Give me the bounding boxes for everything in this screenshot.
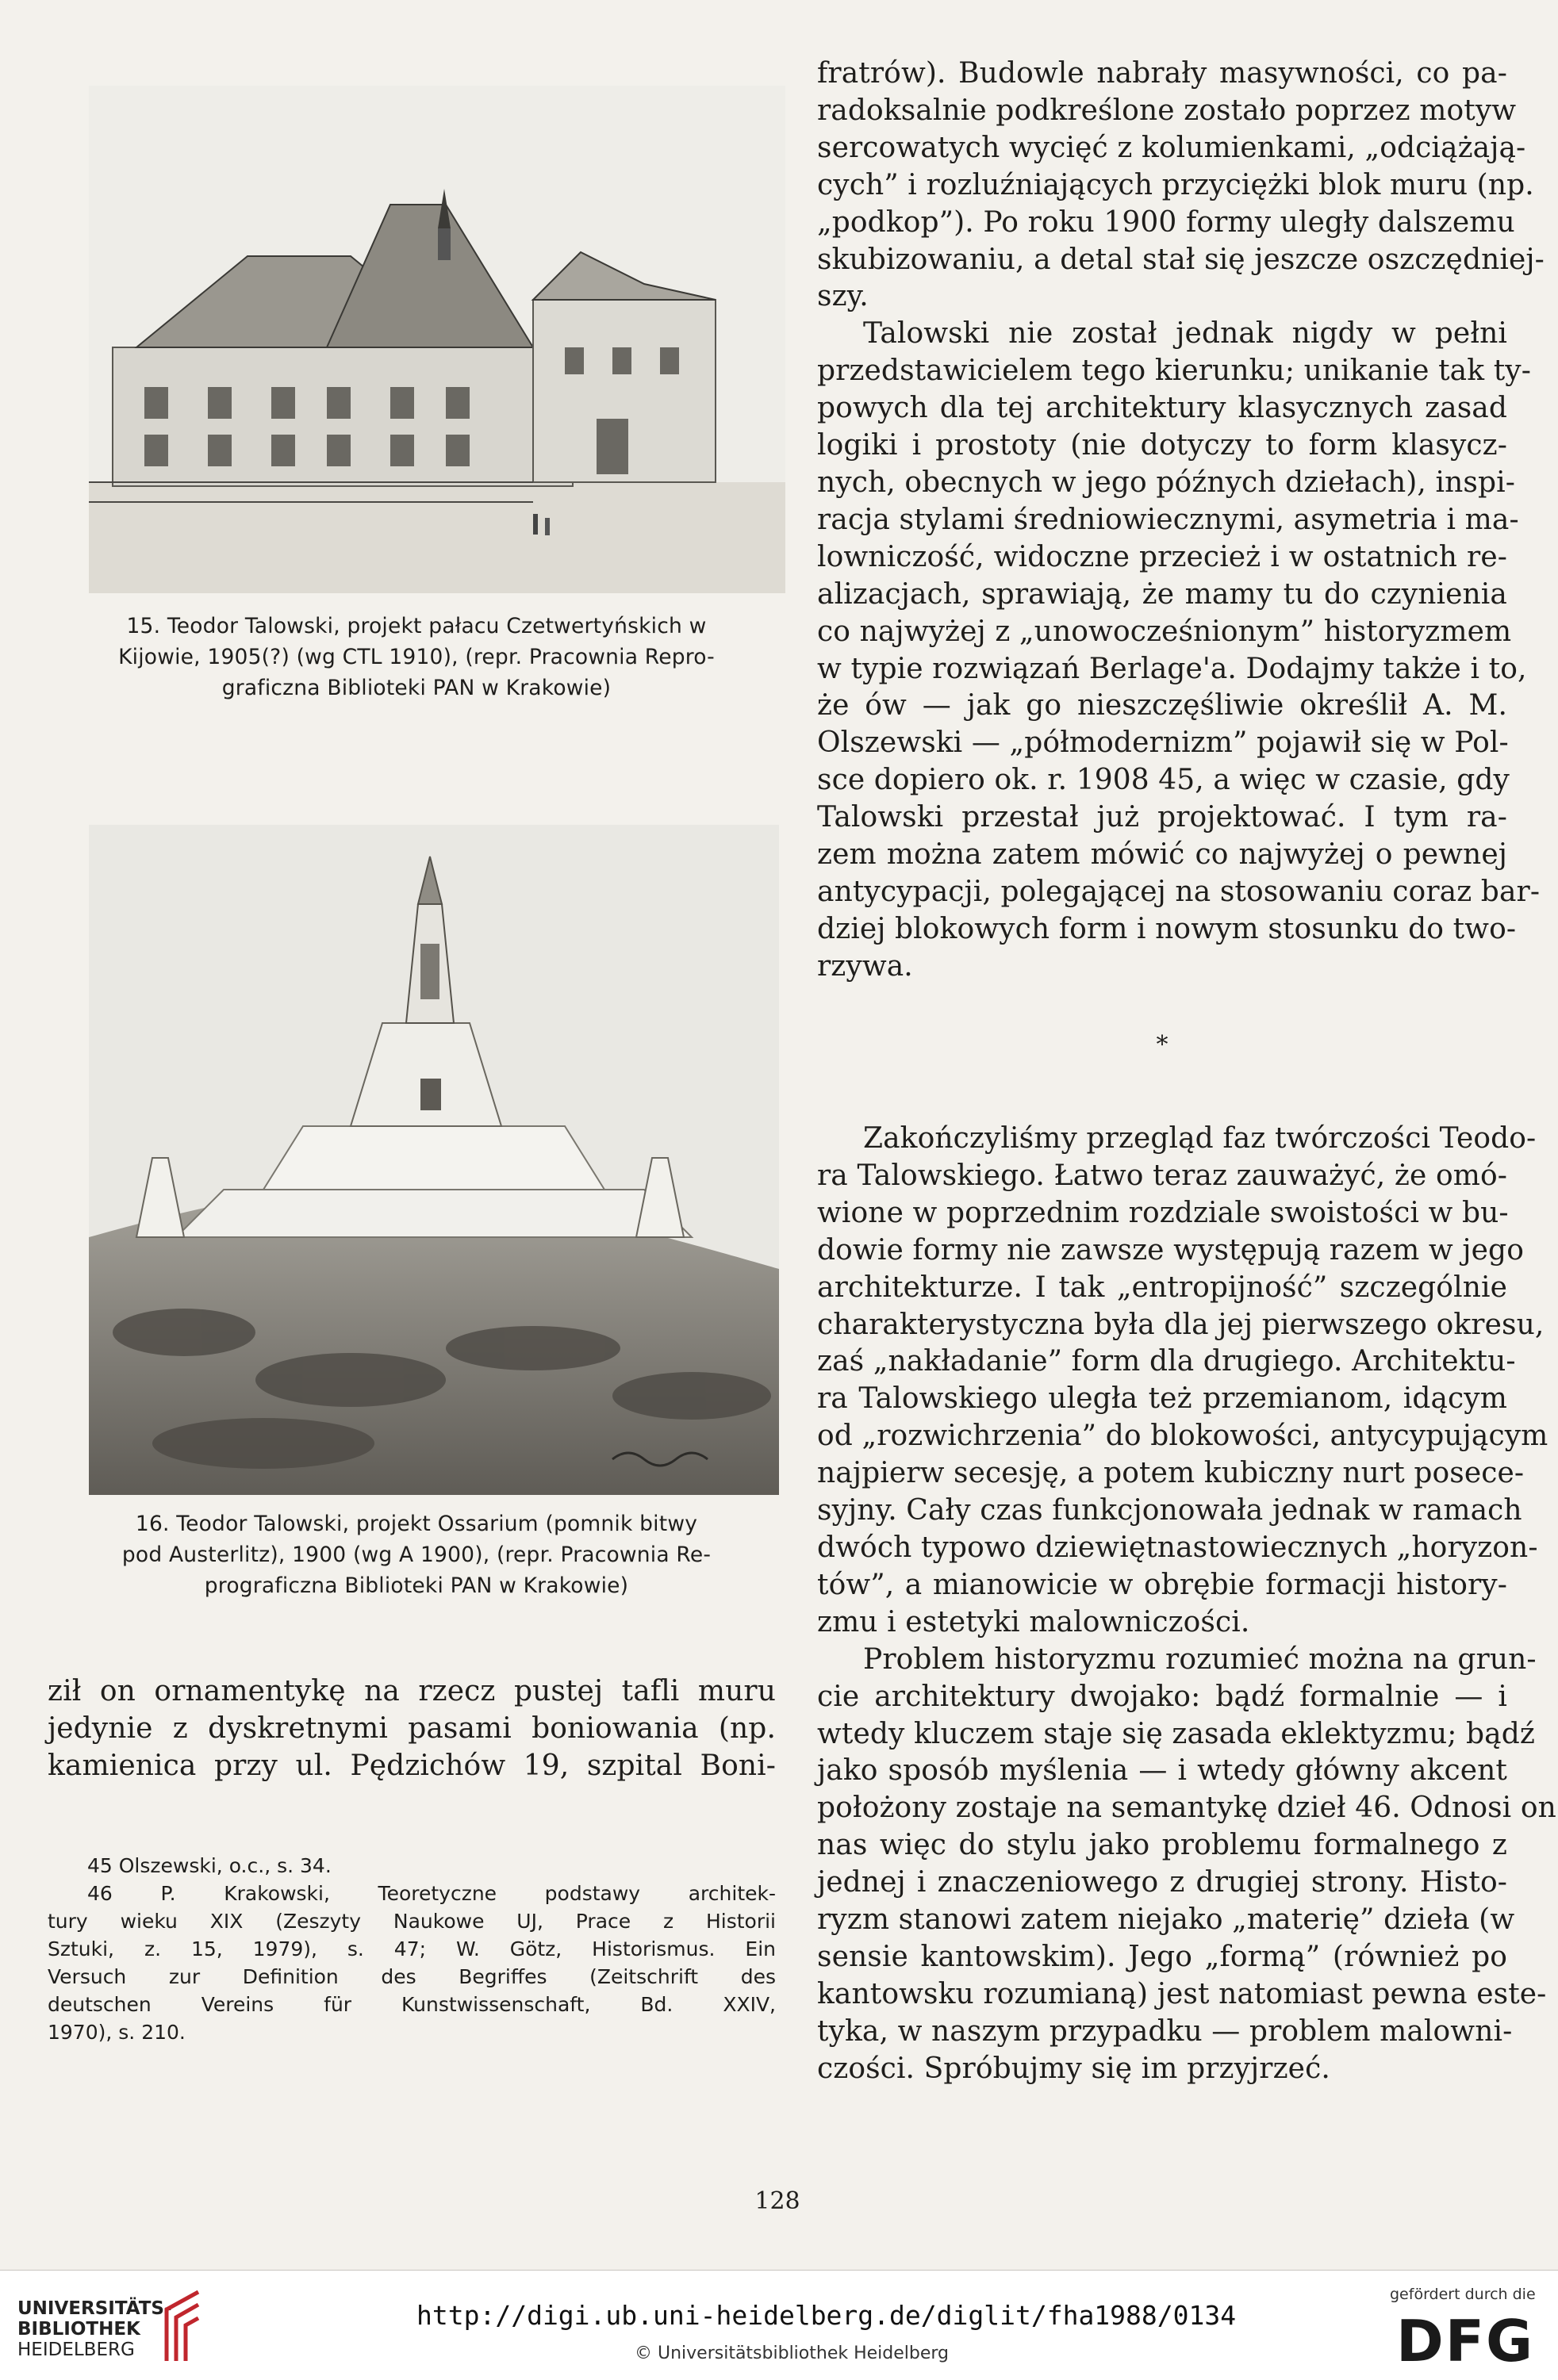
text-line: architekturze. I tak „entropijność” szczególnie xyxy=(817,1270,1507,1304)
text-line: jedynie z dyskretnymi pasami boniowania (np. xyxy=(48,1711,776,1745)
text-line: radoksalnie podkreślone zostało poprzez motyw xyxy=(817,94,1517,127)
text-line: dwóch typowo dziewiętnastowiecznych „horyzon- xyxy=(817,1531,1538,1564)
text-line: szy. xyxy=(817,280,869,313)
footnote-line: 1970), s. 210. xyxy=(48,2021,186,2044)
text-line: że ów — jak go nieszczęśliwie określił A. M. xyxy=(817,689,1507,722)
text-line: sensie kantowskim). Jego „formą” (również po xyxy=(817,1940,1507,1973)
text-line: ra Talowskiego uległa też przemianom, idącym xyxy=(817,1382,1507,1416)
text-line: najpierw secesję, a potem kubiczny nurt posece- xyxy=(817,1457,1525,1490)
text-line: zaś „nakładanie” form dla drugiego. Architektu- xyxy=(817,1345,1516,1378)
footnote-line: tury wieku XIX (Zeszyty Naukowe UJ, Prace z Historii xyxy=(48,1910,776,1933)
text-line: cie architektury dwojako: bądź formalnie — i xyxy=(817,1680,1507,1713)
caption-line: graficzna Biblioteki PAN w Krakowie) xyxy=(221,676,612,700)
footnote-46: 46 P. Krakowski, Teoretyczne podstawy architek- xyxy=(87,1882,776,1905)
caption-text: 16. Teodor Talowski, projekt Ossarium (pomnik bitwy xyxy=(135,1512,698,1536)
text-line: racja stylami średniowiecznymi, asymetria i ma- xyxy=(817,503,1519,536)
text-line: nych, obecnych w jego późnych dziełach), inspi- xyxy=(817,466,1515,499)
text-line: sercowatych wycięć z kolumienkami, „odciążają- xyxy=(817,131,1526,164)
text-line: Olszewski — „półmodernizm” pojawił się w Pol- xyxy=(817,726,1509,760)
footnotes xyxy=(48,1852,776,2046)
dfg-logo: DFG xyxy=(1396,2308,1535,2374)
text-line: Talowski nie został jednak nigdy w pełni xyxy=(863,317,1507,351)
text-line: kantowsku rozumianą) jest natomiast pewna este- xyxy=(817,1977,1547,2010)
text-line: czości. Spróbujmy się im przyjrzeć. xyxy=(817,2052,1330,2085)
text-line: dziej blokowych form i nowym stosunku do two- xyxy=(817,912,1517,945)
caption-line: 15. Teodor Talowski, projekt pałacu Czetwertyńskich w xyxy=(126,614,707,638)
text-line: alizacjach, sprawiają, że mamy tu do czynienia xyxy=(817,577,1507,611)
caption-line: Kijowie, 1905(?) (wg CTL 1910), (repr. Pracownia Repro- xyxy=(118,645,715,669)
text-line: dowie formy nie zawsze występują razem w jego xyxy=(817,1233,1524,1267)
text-line: tów”, a mianowicie w obrębie formacji history- xyxy=(817,1568,1507,1601)
text-line: zmu i estetyki malowniczości. xyxy=(817,1605,1250,1638)
text-line: zem można zatem mówić co najwyżej o pewnej xyxy=(817,838,1507,872)
right-column-bottom xyxy=(817,1121,1556,2088)
text-line: syjny. Cały czas funkcjonowała jednak w ramach xyxy=(817,1494,1522,1527)
text-line: lowniczość, widoczne przecież i w ostatnich re- xyxy=(817,540,1507,573)
text-line: Problem historyzmu rozumieć można na grun- xyxy=(863,1642,1537,1676)
text-line: od „rozwichrzenia” do blokowości, antycypującym xyxy=(817,1420,1548,1453)
footnote-line: Sztuki, z. 15, 1979), s. 47; W. Götz, Historismus. Ein xyxy=(48,1937,776,1960)
caption-line xyxy=(48,1508,785,1539)
library-logo-icon xyxy=(159,2286,206,2365)
copyright-notice: © Universitätsbibliothek Heidelberg xyxy=(635,2344,950,2363)
text-line: położony zostaje na semantykę dzieł 46. Odnosi on xyxy=(817,1792,1556,1825)
footnote-45: 45 Olszewski, o.c., s. 34. xyxy=(87,1854,332,1877)
text-line: w typie rozwiązań Berlage'a. Dodajmy także i to, xyxy=(817,652,1527,685)
text-line: ryzm stanowi zatem niejako „materię” dzieła (w xyxy=(817,1903,1515,1937)
figure-15-caption xyxy=(48,611,785,703)
text-line: logiki i prostoty (nie dotyczy to form klasycz- xyxy=(817,429,1507,462)
text-line: „podkop”). Po roku 1900 formy uległy dalszemu xyxy=(817,205,1515,239)
figure-16-image xyxy=(89,825,779,1495)
text-line: Zakończyliśmy przegląd faz twórczości Teodo- xyxy=(863,1122,1537,1155)
text-line: rzywa. xyxy=(817,949,913,983)
figure-16-caption xyxy=(48,1508,785,1601)
library-name-line2: BIBLIOTHEK xyxy=(17,2319,140,2340)
text-line: tyka, w naszym przypadku — problem malowni- xyxy=(817,2014,1513,2048)
document-url-link[interactable]: http://digi.ub.uni-heidelberg.de/diglit/fha1988/0134 xyxy=(416,2300,1237,2331)
text-line: wtedy kluczem staje się zasada eklektyzmu; bądź xyxy=(817,1717,1535,1750)
text-line: skubizowaniu, a detal stał się jeszcze oszczędniej- xyxy=(817,243,1545,276)
right-column-top xyxy=(817,56,1545,986)
page-number: 128 xyxy=(754,2187,800,2215)
library-name-line1: UNIVERSITÄTS- xyxy=(17,2298,172,2319)
text-line: co najwyżej z „unowocześnionym” historyzmem xyxy=(817,615,1512,648)
text-line: antycypacji, polegającej na stosowaniu coraz bar- xyxy=(817,875,1541,908)
library-name xyxy=(17,2298,172,2360)
text-line: wione w poprzednim rozdziale swoistości w bu- xyxy=(817,1196,1509,1229)
text-line: sce dopiero ok. r. 1908 45, a więc w czasie, gdy xyxy=(817,764,1510,797)
section-break-asterisk: * xyxy=(1156,1031,1168,1059)
text-line: jednej i znaczeniowego z drugiej strony. Histo- xyxy=(817,1866,1507,1899)
caption-line: pod Austerlitz), 1900 (wg A 1900), (repr. Pracownia Re- xyxy=(121,1543,712,1567)
text-line: cych” i rozluźniających przyciężki blok muru (np. xyxy=(817,168,1534,201)
text-line: Talowski przestał już projektować. I tym ra- xyxy=(817,801,1507,834)
text-line: charakterystyczna była dla jej pierwszego okresu, xyxy=(817,1308,1545,1341)
left-column-text xyxy=(48,1673,776,1785)
text-line: ził on ornamentykę na rzecz pustej tafli muru xyxy=(48,1675,776,1707)
text-line: ra Talowskiego. Łatwo teraz zauważyć, że omó- xyxy=(817,1159,1507,1192)
text-line: kamienica przy ul. Pędzichów 19, szpital Boni- xyxy=(48,1749,776,1782)
caption-line: prograficzna Biblioteki PAN w Krakowie) xyxy=(204,1573,629,1598)
text-line: jako sposób myślenia — i wtedy główny akcent xyxy=(817,1754,1507,1788)
text-line: nas więc do stylu jako problemu formalnego z xyxy=(817,1829,1507,1862)
funding-note: gefördert durch die xyxy=(1390,2286,1536,2303)
text-line: fratrów). Budowle nabrały masywności, co pa- xyxy=(817,57,1507,90)
footnote-line: Versuch zur Definition des Begriffes (Zeitschrift des xyxy=(48,1965,776,1988)
library-name-line3: HEIDELBERG xyxy=(17,2340,135,2360)
footnote-line: deutschen Vereins für Kunstwissenschaft, Bd. XXIV, xyxy=(48,1993,776,2016)
text-line: przedstawicielem tego kierunku; unikanie tak ty- xyxy=(817,355,1531,388)
text-line: powych dla tej architektury klasycznych zasad xyxy=(817,392,1507,425)
figure-15-image xyxy=(89,86,785,593)
